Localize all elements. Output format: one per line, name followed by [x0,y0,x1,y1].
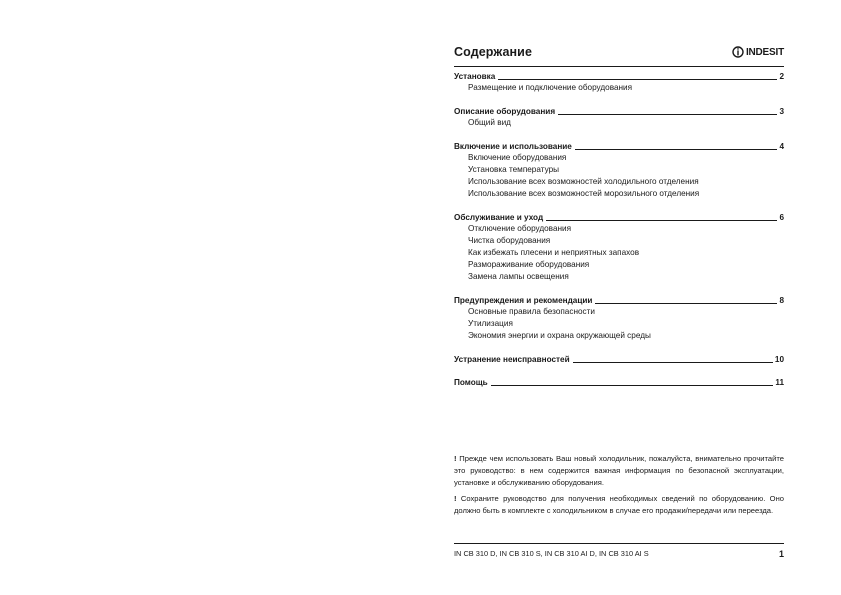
toc-subitem[interactable]: Экономия энергии и охрана окружающей среды [468,331,651,340]
toc-subitem[interactable]: Использование всех возможностей морозильного отделения [468,189,700,198]
toc-section [454,354,784,365]
toc-leader-line [498,78,777,80]
toc-section [454,71,784,94]
table-of-contents [454,71,784,400]
page-header [454,45,784,65]
power-circle-i-icon [732,46,744,58]
toc-section-heading[interactable] [454,295,784,306]
toc-page-number: 8 [779,296,784,305]
warning-mark: ! [454,494,457,503]
toc-leader-line [558,113,777,115]
model-list: IN CB 310 D, IN CB 310 S, IN CB 310 AI D, IN CB 310 AI S [454,549,649,558]
toc-subitem[interactable]: Замена лампы освещения [468,272,569,281]
toc-section-title: Помощь [454,378,488,387]
page-title: Содержание [454,45,533,59]
toc-page-number: 4 [779,142,784,151]
toc-section [454,106,784,129]
toc-section-title: Описание оборудования [454,107,556,116]
toc-section [454,377,784,388]
toc-section-title: Включение и использование [454,142,572,151]
toc-subitem[interactable]: Установка температуры [468,165,560,174]
note-paragraph: ! Сохраните руководство для получения необходимых сведений по оборудованию. Оно должно быть в комплекте с холодильником в случае его продажи/передачи или переезда. [454,494,784,515]
header-rule [454,66,784,67]
toc-section [454,295,784,342]
footer-rule [454,543,784,544]
toc-section [454,212,784,283]
toc-subitem[interactable]: Основные правила безопасности [468,307,595,316]
toc-section-heading[interactable] [454,106,784,117]
toc-subitem[interactable]: Использование всех возможностей холодильного отделения [468,177,699,186]
toc-section-heading[interactable] [454,141,784,152]
toc-page-number: 3 [779,107,784,116]
toc-page-number: 10 [774,355,784,364]
toc-leader-line [491,384,774,386]
toc-subitem[interactable]: Отключение оборудования [468,224,572,233]
toc-subitem[interactable]: Размещение и подключение оборудования [468,83,633,92]
toc-section-title: Обслуживание и уход [454,213,544,222]
toc-subitem[interactable]: Утилизация [468,319,513,328]
toc-page-number: 11 [775,378,784,387]
toc-leader-line [573,361,773,363]
toc-section-heading[interactable] [454,212,784,223]
toc-section-heading[interactable] [454,71,784,82]
toc-subitem[interactable]: Как избежать плесени и неприятных запахов [468,248,640,257]
toc-page-number: 2 [779,72,784,81]
page-number: 1 [778,549,784,559]
toc-subitem[interactable]: Включение оборудования [468,153,567,162]
document-page [454,0,784,595]
brand-logo-text: INDESIT [745,46,784,58]
toc-section-heading[interactable] [454,354,784,365]
toc-subitem[interactable]: Чистка оборудования [468,236,551,245]
toc-subitem[interactable]: Общий вид [468,118,511,127]
toc-section-heading[interactable] [454,377,784,388]
note-paragraph: ! Прежде чем использовать Ваш новый холодильник, пожалуйста, внимательно прочитайте это руководство: в нем содержится важная информация по безопасной эксплуатации, установке и обслуживанию оборудования. [454,454,784,487]
notes-section [454,453,784,521]
page-footer [454,549,784,559]
toc-section [454,141,784,200]
toc-section-title: Устранение неисправностей [454,355,570,364]
toc-leader-line [595,302,777,304]
toc-section-title: Установка [454,72,496,81]
toc-page-number: 6 [779,213,784,222]
toc-subitem[interactable]: Размораживание оборудования [468,260,590,269]
toc-section-title: Предупреждения и рекомендации [454,296,593,305]
toc-leader-line [575,148,778,150]
warning-mark: ! [454,454,457,463]
brand-logo [732,46,784,58]
toc-leader-line [546,219,777,221]
